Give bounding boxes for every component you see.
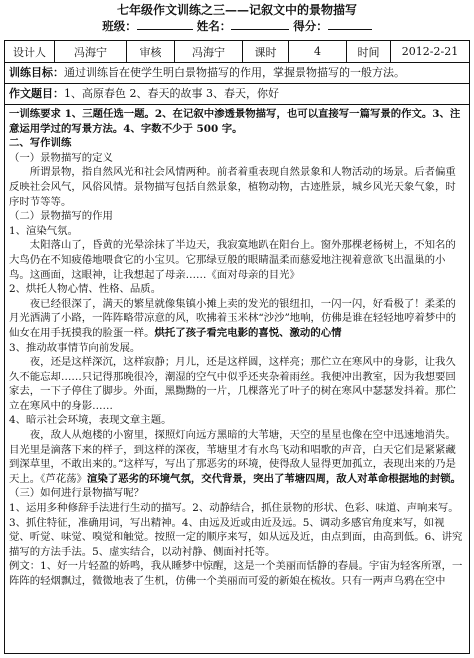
topics-row — [5, 84, 469, 105]
function-item-2: 2、烘托人物心情、性格、品质。 — [9, 283, 162, 296]
example-2-note: 烘托了孩子看完电影的喜悦、激动的心情 — [154, 326, 342, 339]
time-label: 时间 — [347, 41, 391, 62]
info-row — [5, 41, 469, 63]
subheading-function: （二）景物描写的作用 — [9, 210, 113, 223]
document-page — [0, 2, 474, 658]
designer-value: 冯海宁 — [55, 41, 127, 62]
topics-text: 1、高原春色 2、春天的故事 3、春天，你好 — [64, 87, 279, 100]
class-label: 班级： — [102, 19, 137, 33]
name-blank — [231, 18, 289, 30]
method-paragraph: 1、运用多种修辞手法进行生动的描写。2、动静结合，抓住景物的形状、色彩、味道、声响来写。3、抓住特征，准确用词，写出精神。4、由远及近或由近及远。5、调动多感官角度来写，如视觉、听觉、味觉、嗅觉和触觉。按照一定的顺序来写，如从远及近，由点到面，由高到低。6、讲究描写的方法手法。5、虚实结合，以动衬静、侧面衬托等。 — [9, 502, 463, 558]
example-4-text: 夜，敌人从炮楼的小窗里，探照灯向远方黑暗的大苇塘，天空的星星也像在空中迅速地消失。目光里是滴落下来的样子，到这样的深夜，苇塘里才有水鸟飞动和唱歌的声音，白天它们是紧紧藏到深草里，不敢出来的。”这样写，写出了那恶劣的环境，使得敌人显得更加孤立，表现出来的乃是天上。《芦花荡》 — [9, 429, 456, 485]
example-2-text: 夜已经很深了，满天的繁星就像集镇小摊上卖的发光的银纽扣，一闪一闪，好看极了！柔柔的月光洒满了小路，一阵阵略带凉意的风，吹拂着玉米林“沙沙”地响，仿佛是谁在轻轻地哼着梦中的仙女在用手抚摸我的脸蛋一样。 — [9, 297, 457, 339]
name-label: 姓名： — [196, 19, 232, 33]
worksheet-table — [4, 40, 470, 654]
topics-label: 作文题目： — [9, 87, 64, 100]
subheading-method: （三）如何进行景物描写呢？ — [9, 487, 145, 500]
requirements-text: 一训练要求 1、三题任选一题。2、在记叙中渗透景物描写，也可以直接写一篇写景的作文。3、注意运用学过的写景方法。4、字数不少于 500 字。 — [9, 108, 461, 135]
date-value: 2012-2-21 — [401, 45, 459, 58]
page-title: 七年级作文训练之三——记叙文中的景物描写 — [116, 3, 357, 17]
goal-text: 通过训练旨在使学生明白景物描写的作用，掌握景物描写的一般方法。 — [64, 66, 405, 79]
designer-label: 设计人 — [5, 41, 55, 62]
goal-label: 训练目标： — [9, 66, 64, 79]
score-blank — [328, 18, 372, 30]
subheading-definition: （一）景物描写的定义 — [9, 151, 113, 164]
definition-paragraph: 所谓景物，指自然风光和社会风情两种。前者着重表现自然景象和人物活动的场景。后者偏重反映社会风气，风俗风情。景物描写包括自然景象，植物动物，古迹胜景，城乡风光天象气象，时序时节等等。 — [9, 166, 456, 208]
example-paragraph-2 — [9, 297, 465, 341]
hours-label: 课时 — [243, 41, 289, 62]
example-paragraph-3: 夜，还是这样深沉，这样寂静；月儿，还是这样圆，这样亮；那伫立在寒风中的身影，让我久久不能忘却……只记得那晚很冷，潮湿的空气中似乎还夹杂着雨丝。我便冲出教室，因为我想要回家去，一下子停住了脚步。外面，黑黝黝的一片，几棵落光了叶子的树在寒风中瑟瑟发抖着。那伫立在寒风中的身影…… — [9, 356, 456, 412]
hours-value: 4 — [289, 41, 347, 62]
goal-row — [5, 63, 469, 84]
function-item-3: 3、推动故事情节向前发展。 — [9, 341, 141, 354]
student-info-line — [4, 18, 470, 34]
training-content — [5, 105, 469, 589]
reviewer-value: 冯海宁 — [175, 41, 243, 62]
example-paragraph-1: 太阳落山了，昏黄的光晕涂抹了半边天，我寂寞地趴在阳台上。窗外那棵老杨树上，不知名的大鸟仍在不知疲倦地喂食它的小宝贝。它那绿豆般的眼睛温柔而慈爱地注视着意欲飞出温巢的小鸟。这画面，这眼神，让我想起了母亲……《面对母亲的目光》 — [9, 239, 456, 281]
section-heading: 二、写作训练 — [9, 137, 72, 150]
function-item-4: 4、暗示社会环境，表现文章主题。 — [9, 414, 172, 427]
score-label: 得分： — [293, 19, 328, 33]
example-4-note: 渲染了恶劣的环境气氛，交代背景，突出了苇塘四周，敌人对革命根据地的封锁。 — [86, 472, 461, 485]
class-blank — [137, 18, 193, 30]
example-paragraph-4 — [9, 428, 465, 486]
reviewer-label: 审核 — [127, 41, 175, 62]
function-item-1: 1、渲染气氛。 — [9, 224, 78, 237]
sample-essay-paragraph: 例文：1、好一片轻盈的娇鸣，我从睡梦中惊醒，这是一个美丽而恬静的春晨。宇宙为轻客所罩，一阵阵的轻烟飘过，微微地表了生机，仿佛一个美丽而可爱的新娘在梳妆。只有一两声乌鸦在空中 — [9, 560, 463, 587]
